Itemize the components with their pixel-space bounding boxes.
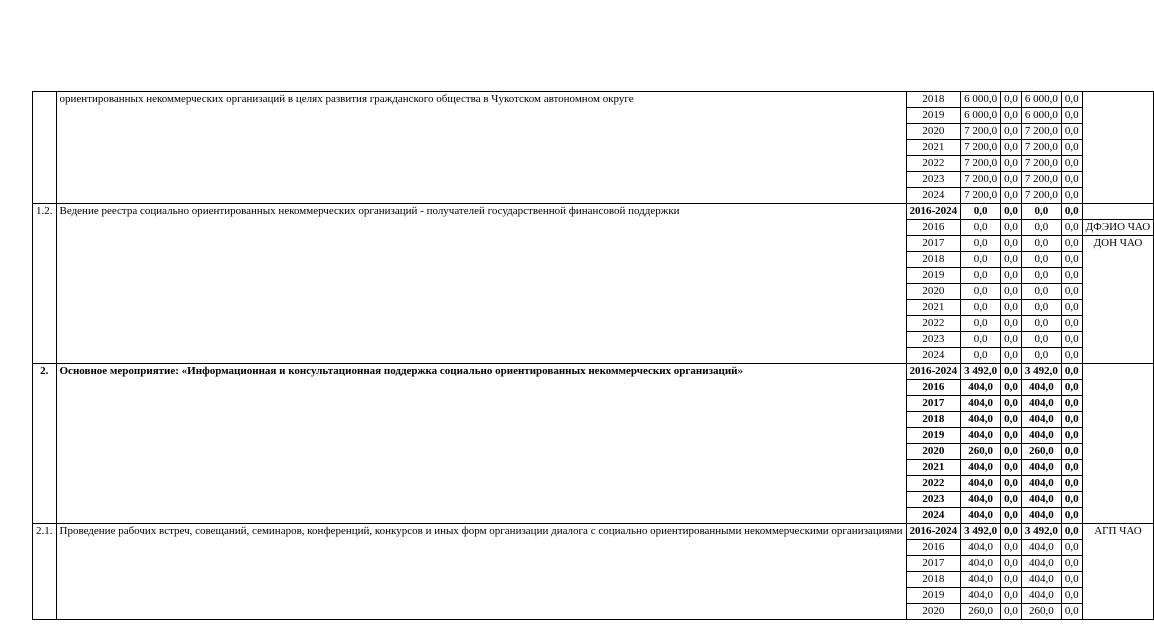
period-cell: 2024 [906, 508, 961, 524]
responsible-cell [1082, 92, 1154, 204]
federal-budget-cell: 0,0 [1001, 604, 1022, 620]
period-cell: 2017 [906, 556, 961, 572]
federal-budget-cell: 0,0 [1001, 156, 1022, 172]
period-cell: 2018 [906, 92, 961, 108]
period-cell: 2017 [906, 236, 961, 252]
regional-budget-cell: 404,0 [1021, 492, 1061, 508]
regional-budget-cell: 260,0 [1021, 604, 1061, 620]
total-cell: 7 200,0 [961, 156, 1001, 172]
total-cell: 404,0 [961, 572, 1001, 588]
other-source-cell: 0,0 [1061, 396, 1082, 412]
total-cell: 404,0 [961, 460, 1001, 476]
total-cell: 0,0 [961, 268, 1001, 284]
period-cell: 2020 [906, 444, 961, 460]
other-source-cell: 0,0 [1061, 332, 1082, 348]
federal-budget-cell: 0,0 [1001, 140, 1022, 156]
federal-budget-cell: 0,0 [1001, 220, 1022, 236]
total-cell: 0,0 [961, 332, 1001, 348]
other-source-cell: 0,0 [1061, 540, 1082, 556]
federal-budget-cell: 0,0 [1001, 236, 1022, 252]
period-cell: 2016-2024 [906, 204, 961, 220]
other-source-cell: 0,0 [1061, 220, 1082, 236]
federal-budget-cell: 0,0 [1001, 332, 1022, 348]
total-cell: 7 200,0 [961, 124, 1001, 140]
other-source-cell: 0,0 [1061, 364, 1082, 380]
period-cell: 2018 [906, 252, 961, 268]
regional-budget-cell: 0,0 [1021, 236, 1061, 252]
regional-budget-cell: 7 200,0 [1021, 188, 1061, 204]
regional-budget-cell: 404,0 [1021, 428, 1061, 444]
other-source-cell: 0,0 [1061, 460, 1082, 476]
other-source-cell: 0,0 [1061, 444, 1082, 460]
federal-budget-cell: 0,0 [1001, 108, 1022, 124]
period-cell: 2019 [906, 428, 961, 444]
federal-budget-cell: 0,0 [1001, 364, 1022, 380]
table-row [33, 204, 1154, 220]
federal-budget-cell: 0,0 [1001, 380, 1022, 396]
total-cell: 0,0 [961, 348, 1001, 364]
regional-budget-cell: 7 200,0 [1021, 140, 1061, 156]
other-source-cell: 0,0 [1061, 412, 1082, 428]
regional-budget-cell: 0,0 [1021, 348, 1061, 364]
regional-budget-cell: 0,0 [1021, 284, 1061, 300]
other-source-cell: 0,0 [1061, 140, 1082, 156]
federal-budget-cell: 0,0 [1001, 252, 1022, 268]
responsible-cell [1082, 364, 1154, 524]
total-cell: 7 200,0 [961, 188, 1001, 204]
item-number: 2.1. [33, 524, 57, 620]
total-cell: 404,0 [961, 540, 1001, 556]
other-source-cell: 0,0 [1061, 476, 1082, 492]
regional-budget-cell: 6 000,0 [1021, 108, 1061, 124]
federal-budget-cell: 0,0 [1001, 316, 1022, 332]
total-cell: 6 000,0 [961, 108, 1001, 124]
federal-budget-cell: 0,0 [1001, 284, 1022, 300]
responsible-cell [1082, 204, 1154, 220]
total-cell: 0,0 [961, 220, 1001, 236]
total-cell: 260,0 [961, 604, 1001, 620]
period-cell: 2019 [906, 588, 961, 604]
regional-budget-cell: 404,0 [1021, 556, 1061, 572]
responsible-cell: ДОН ЧАО [1082, 236, 1154, 364]
other-source-cell: 0,0 [1061, 524, 1082, 540]
period-cell: 2017 [906, 396, 961, 412]
period-cell: 2021 [906, 460, 961, 476]
responsible-cell: АГП ЧАО [1082, 524, 1154, 620]
regional-budget-cell: 7 200,0 [1021, 156, 1061, 172]
table-row [33, 364, 1154, 380]
period-cell: 2020 [906, 604, 961, 620]
period-cell: 2016-2024 [906, 364, 961, 380]
period-cell: 2016 [906, 540, 961, 556]
item-description: Проведение рабочих встреч, совещаний, семинаров, конференций, конкурсов и иных форм организации диалога с социально ориентированными некоммерческими организациями [56, 524, 906, 620]
other-source-cell: 0,0 [1061, 428, 1082, 444]
total-cell: 404,0 [961, 396, 1001, 412]
federal-budget-cell: 0,0 [1001, 396, 1022, 412]
federal-budget-cell: 0,0 [1001, 300, 1022, 316]
item-number: 2. [33, 364, 57, 524]
period-cell: 2022 [906, 156, 961, 172]
other-source-cell: 0,0 [1061, 588, 1082, 604]
item-description: Основное мероприятие: «Информационная и консультационная поддержка социально ориентированных некоммерческих организаций» [56, 364, 906, 524]
other-source-cell: 0,0 [1061, 284, 1082, 300]
period-cell: 2018 [906, 412, 961, 428]
period-cell: 2022 [906, 316, 961, 332]
regional-budget-cell: 0,0 [1021, 204, 1061, 220]
federal-budget-cell: 0,0 [1001, 540, 1022, 556]
other-source-cell: 0,0 [1061, 348, 1082, 364]
federal-budget-cell: 0,0 [1001, 412, 1022, 428]
period-cell: 2023 [906, 332, 961, 348]
federal-budget-cell: 0,0 [1001, 428, 1022, 444]
item-description: Ведение реестра социально ориентированных некоммерческих организаций - получателей государственной финансовой поддержки [56, 204, 906, 364]
regional-budget-cell: 404,0 [1021, 476, 1061, 492]
federal-budget-cell: 0,0 [1001, 508, 1022, 524]
regional-budget-cell: 404,0 [1021, 412, 1061, 428]
budget-table [32, 91, 1154, 620]
total-cell: 6 000,0 [961, 92, 1001, 108]
total-cell: 0,0 [961, 204, 1001, 220]
other-source-cell: 0,0 [1061, 316, 1082, 332]
period-cell: 2021 [906, 300, 961, 316]
item-number [33, 92, 57, 204]
total-cell: 404,0 [961, 380, 1001, 396]
responsible-cell: ДФЭИО ЧАО [1082, 220, 1154, 236]
other-source-cell: 0,0 [1061, 252, 1082, 268]
other-source-cell: 0,0 [1061, 156, 1082, 172]
total-cell: 0,0 [961, 300, 1001, 316]
total-cell: 404,0 [961, 492, 1001, 508]
federal-budget-cell: 0,0 [1001, 172, 1022, 188]
period-cell: 2021 [906, 140, 961, 156]
period-cell: 2023 [906, 492, 961, 508]
other-source-cell: 0,0 [1061, 380, 1082, 396]
total-cell: 0,0 [961, 252, 1001, 268]
table-row [33, 524, 1154, 540]
regional-budget-cell: 404,0 [1021, 588, 1061, 604]
regional-budget-cell: 3 492,0 [1021, 524, 1061, 540]
regional-budget-cell: 0,0 [1021, 316, 1061, 332]
total-cell: 3 492,0 [961, 364, 1001, 380]
federal-budget-cell: 0,0 [1001, 460, 1022, 476]
total-cell: 7 200,0 [961, 140, 1001, 156]
total-cell: 404,0 [961, 508, 1001, 524]
period-cell: 2019 [906, 108, 961, 124]
period-cell: 2016-2024 [906, 524, 961, 540]
federal-budget-cell: 0,0 [1001, 444, 1022, 460]
other-source-cell: 0,0 [1061, 508, 1082, 524]
period-cell: 2016 [906, 380, 961, 396]
regional-budget-cell: 7 200,0 [1021, 172, 1061, 188]
period-cell: 2023 [906, 172, 961, 188]
federal-budget-cell: 0,0 [1001, 492, 1022, 508]
other-source-cell: 0,0 [1061, 604, 1082, 620]
other-source-cell: 0,0 [1061, 124, 1082, 140]
period-cell: 2024 [906, 348, 961, 364]
period-cell: 2018 [906, 572, 961, 588]
period-cell: 2016 [906, 220, 961, 236]
other-source-cell: 0,0 [1061, 92, 1082, 108]
federal-budget-cell: 0,0 [1001, 556, 1022, 572]
other-source-cell: 0,0 [1061, 172, 1082, 188]
federal-budget-cell: 0,0 [1001, 476, 1022, 492]
total-cell: 0,0 [961, 284, 1001, 300]
other-source-cell: 0,0 [1061, 572, 1082, 588]
regional-budget-cell: 0,0 [1021, 300, 1061, 316]
other-source-cell: 0,0 [1061, 268, 1082, 284]
regional-budget-cell: 404,0 [1021, 508, 1061, 524]
regional-budget-cell: 404,0 [1021, 460, 1061, 476]
other-source-cell: 0,0 [1061, 236, 1082, 252]
period-cell: 2024 [906, 188, 961, 204]
total-cell: 7 200,0 [961, 172, 1001, 188]
other-source-cell: 0,0 [1061, 188, 1082, 204]
total-cell: 404,0 [961, 412, 1001, 428]
item-number: 1.2. [33, 204, 57, 364]
regional-budget-cell: 404,0 [1021, 540, 1061, 556]
period-cell: 2020 [906, 284, 961, 300]
regional-budget-cell: 404,0 [1021, 396, 1061, 412]
table-row [33, 92, 1154, 108]
total-cell: 404,0 [961, 476, 1001, 492]
period-cell: 2022 [906, 476, 961, 492]
regional-budget-cell: 0,0 [1021, 220, 1061, 236]
total-cell: 260,0 [961, 444, 1001, 460]
federal-budget-cell: 0,0 [1001, 188, 1022, 204]
regional-budget-cell: 3 492,0 [1021, 364, 1061, 380]
federal-budget-cell: 0,0 [1001, 268, 1022, 284]
total-cell: 404,0 [961, 428, 1001, 444]
regional-budget-cell: 260,0 [1021, 444, 1061, 460]
regional-budget-cell: 0,0 [1021, 268, 1061, 284]
federal-budget-cell: 0,0 [1001, 124, 1022, 140]
other-source-cell: 0,0 [1061, 204, 1082, 220]
regional-budget-cell: 404,0 [1021, 572, 1061, 588]
period-cell: 2019 [906, 268, 961, 284]
federal-budget-cell: 0,0 [1001, 348, 1022, 364]
regional-budget-cell: 7 200,0 [1021, 124, 1061, 140]
federal-budget-cell: 0,0 [1001, 204, 1022, 220]
other-source-cell: 0,0 [1061, 556, 1082, 572]
federal-budget-cell: 0,0 [1001, 524, 1022, 540]
regional-budget-cell: 404,0 [1021, 380, 1061, 396]
regional-budget-cell: 0,0 [1021, 252, 1061, 268]
federal-budget-cell: 0,0 [1001, 588, 1022, 604]
total-cell: 404,0 [961, 556, 1001, 572]
total-cell: 404,0 [961, 588, 1001, 604]
federal-budget-cell: 0,0 [1001, 92, 1022, 108]
item-description: ориентированных некоммерческих организаций в целях развития гражданского общества в Чукотском автономном округе [56, 92, 906, 204]
total-cell: 0,0 [961, 316, 1001, 332]
other-source-cell: 0,0 [1061, 108, 1082, 124]
period-cell: 2020 [906, 124, 961, 140]
total-cell: 3 492,0 [961, 524, 1001, 540]
other-source-cell: 0,0 [1061, 492, 1082, 508]
federal-budget-cell: 0,0 [1001, 572, 1022, 588]
regional-budget-cell: 0,0 [1021, 332, 1061, 348]
total-cell: 0,0 [961, 236, 1001, 252]
other-source-cell: 0,0 [1061, 300, 1082, 316]
regional-budget-cell: 6 000,0 [1021, 92, 1061, 108]
